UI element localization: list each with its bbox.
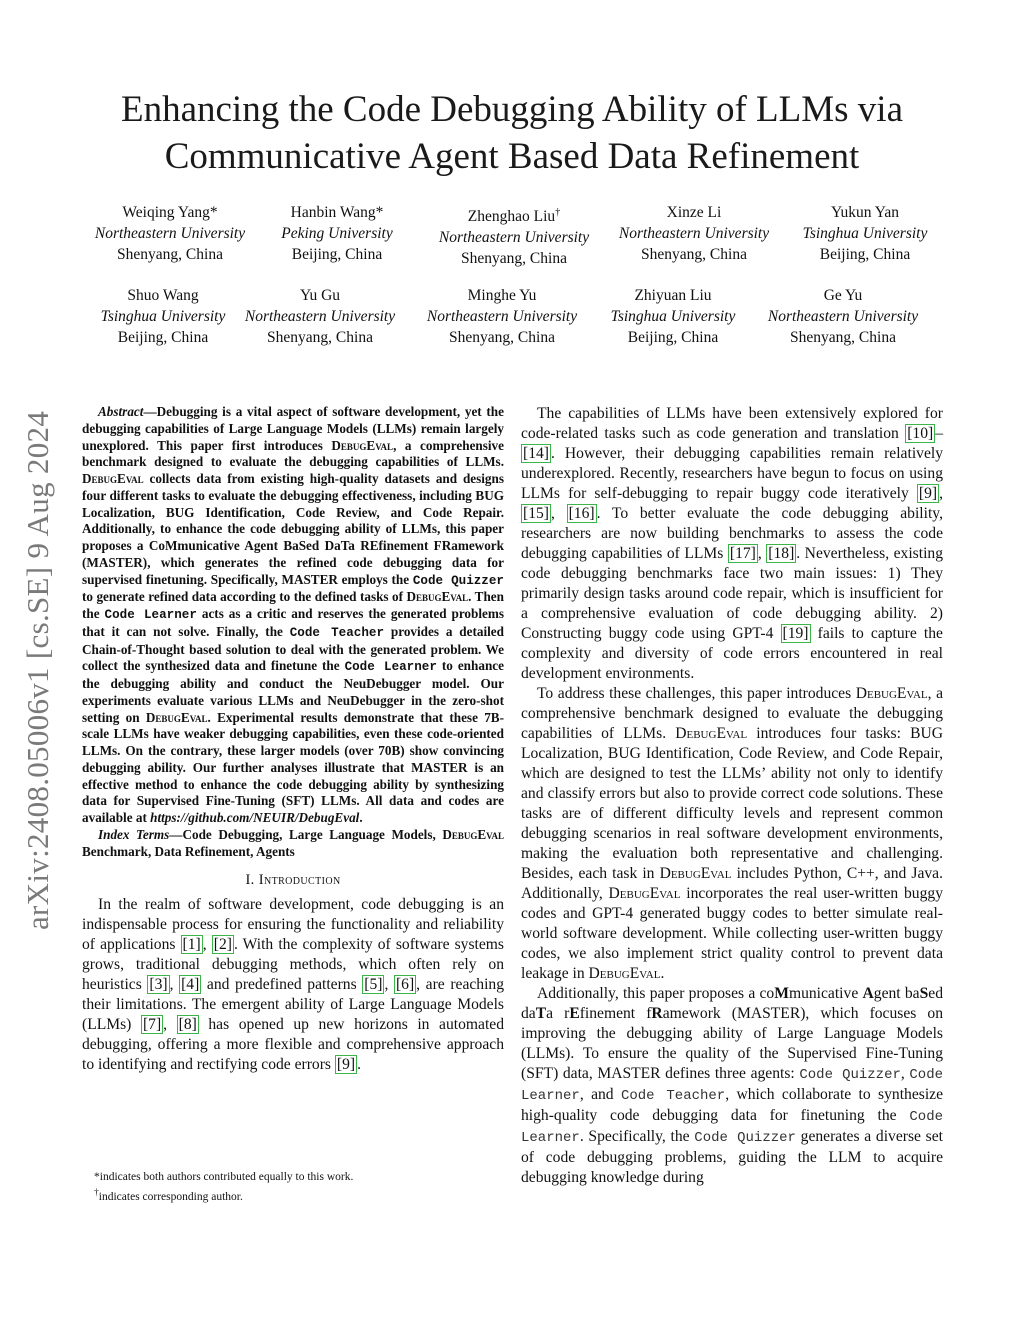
author-name: Minghe Yu [467, 287, 537, 304]
author-location: Beijing, China [627, 329, 719, 346]
author-location: Shenyang, China [117, 246, 223, 263]
author-name: Weiqing Yang* [122, 204, 218, 221]
right-column [521, 404, 943, 1188]
citation[interactable]: [9] [918, 485, 938, 502]
footnote-corresponding: †indicates corresponding author. [94, 1187, 243, 1203]
citation[interactable]: [17] [729, 545, 756, 562]
author-location: Beijing, China [819, 246, 911, 263]
author-location: Shenyang, China [790, 329, 896, 346]
citation[interactable]: [16] [568, 505, 595, 522]
author-location: Shenyang, China [267, 329, 373, 346]
section-heading: I. Introduction [245, 872, 341, 889]
citation[interactable]: [5] [364, 976, 383, 994]
author-name: Zhiyuan Liu [634, 287, 712, 304]
title-line-1: Enhancing the Code Debugging Ability of LLMs via [120, 89, 904, 130]
citation[interactable]: [18] [768, 545, 795, 562]
author-block [583, 285, 763, 348]
author-name: Yu Gu [299, 287, 341, 304]
arxiv-stamp: arXiv:2408.05006v1 [cs.SE] 9 Aug 2024 [20, 410, 55, 930]
intro-paragraph: In the realm of software development, code debugging is an indispensable process for ensuring the functionality and reliability of applications [1] , [2] . With the complexity of software systems grows, traditional debugging methods, which often rely on heuristics [3] , [4] and predefined patterns [5] , [6] , are reaching their limitations. The emergent ability of Large Language Models (LLMs) [7] , [8] has opened up new horizons in automated debugging, offering a more flexible and comprehensive approach to identifying and rectifying code errors [9] . [82, 896, 505, 1074]
author-affiliation: Northeastern University [244, 308, 396, 325]
citation[interactable]: [4] [181, 976, 200, 994]
author-block [604, 202, 784, 265]
author-affiliation: Northeastern University [426, 308, 578, 325]
intro-paragraph: Additionally, this paper proposes a coMmunicative Agent baSed daTa rEfinement fRamework (MASTER), which focuses on improving the debugging ability of Large Language Models (LLMs). To ensure the quality of the Supervised Fine-Tuning (SFT) data, MASTER defines three agents: Code Quizzer, Code Learner, and Code Teacher, which collaborate to synthesize high-quality code debugging data for finetuning the Code Learner. Specifically, the Code Quizzer generates a diverse set of code debugging problems, guiding the LLM to acquire debugging knowledge during [521, 985, 944, 1186]
citation[interactable]: [14] [523, 445, 549, 462]
author-name: Yukun Yan [830, 204, 900, 221]
repo-link[interactable]: https://github.com/NEUIR/DebugEval [150, 810, 360, 825]
corresponding-mark: † [555, 207, 561, 218]
title-line-2: Communicative Agent Based Data Refinement [164, 136, 860, 177]
citation[interactable]: [10] [907, 425, 934, 442]
abstract-label: Abstract [98, 404, 144, 419]
author-block [73, 285, 253, 348]
author-affiliation: Northeastern University [438, 229, 590, 247]
author-affiliation: Tsinghua University [610, 308, 736, 325]
author-name: Hanbin Wang* [290, 204, 384, 221]
author-block [247, 202, 427, 265]
author-location: Shenyang, China [449, 329, 555, 346]
footnote-equal-contribution: *indicates both authors contributed equally to this work. [94, 1171, 354, 1183]
citation[interactable]: [3] [149, 976, 168, 994]
author-block [424, 202, 604, 269]
citation[interactable]: [7] [142, 1016, 162, 1034]
paper-title [60, 86, 964, 180]
author-name: Shuo Wang [127, 287, 199, 304]
citation[interactable]: [15] [523, 505, 549, 522]
intro-paragraph: The capabilities of LLMs have been extensively explored for code-related tasks such as code generation and translation [10] –[14] . However, their debugging capabilities remain relatively underexplored. Recently, researchers have begun to focus on using LLMs for self-debugging to repair buggy code iteratively [9] , [15] , [16] . To better evaluate the code debugging ability, researchers are now building benchmarks to assess the code debugging capabilities of LLMs [17] , [18] . Nevertheless, existing code debugging benchmarks face two main issues: 1) They primarily design tasks around code repair, which is insufficient for a comprehensive evaluation of code debugging ability. 2) Constructing buggy code using GPT-4 [19] fails to capture the complexity and diversity of code errors encountered in real development environments. [521, 405, 943, 682]
author-location: Shenyang, China [641, 246, 747, 263]
author-location: Beijing, China [291, 246, 383, 263]
abstract: Abstract—Debugging is a vital aspect of software development, yet the debugging capabilities of Large Language Models (LLMs) remain largely unexplored. This paper first introduces DebugEval, a comprehensive benchmark designed to evaluate the debugging capabilities of LLMs. DebugEval collects data from existing high-quality datasets and designs four different tasks to evaluate the debugging effectiveness, including BUG Localization, BUG Identification, Code Review, and Code Repair. Additionally, to enhance the code debugging ability of LLMs, this paper proposes a CoMmunicative Agent BaSed DaTa REfinement FRamework (MASTER), which generates the refined code debugging data for supervised finetuning. Specifically, MASTER employs the Code Quizzer to generate refined data according to the defined tasks of DebugEval. Then the Code Learner acts as a critic and reserves the generated problems that it can not solve. Finally, the Code Teacher provides a detailed Chain-of-Thought based solution to deal with the generated problem. We collect the synthesized data and finetune the Code Learner to enhance the debugging ability and conduct the NeuDebugger model. Our experiments evaluate various LLMs and NeuDebugger in the zero-shot setting on DebugEval. Experimental results demonstrate that these 7B-scale LLMs have weaker debugging capabilities, even these code-oriented LLMs. On the contrary, these larger models (over 70B) show convincing debugging ability. Our further analyses illustrate that MASTER is an effective method to enhance the code debugging ability by synthesizing data for Supervised Fine-Tuning (SFT) LLMs. All data and codes are available at https://github.com/NEUIR/DebugEval. [82, 404, 505, 825]
author-block [412, 285, 592, 348]
citation[interactable]: [9] [336, 1056, 356, 1074]
author-name: Xinze Li [666, 204, 722, 221]
author-affiliation: Peking University [281, 225, 393, 242]
author-block [753, 285, 933, 348]
citation[interactable]: [6] [395, 976, 415, 994]
left-column [82, 404, 504, 1075]
author-block [230, 285, 410, 348]
author-affiliation: Northeastern University [767, 308, 919, 325]
citation[interactable]: [8] [178, 1016, 197, 1034]
author-affiliation: Tsinghua University [100, 308, 226, 325]
author-location: Shenyang, China [461, 250, 567, 268]
author-location: Beijing, China [117, 329, 209, 346]
citation[interactable]: [1] [182, 936, 201, 954]
author-name: Zhenghao Liu† [467, 207, 561, 226]
author-affiliation: Tsinghua University [802, 225, 928, 242]
author-affiliation: Northeastern University [618, 225, 770, 242]
author-block [775, 202, 955, 265]
intro-paragraph: To address these challenges, this paper introduces DebugEval, a comprehensive benchmark designed to evaluate the debugging capabilities of LLMs. DebugEval introduces four tasks: BUG Localization, BUG Identification, Code Review, and Code Repair, which are designed to test the LLMs’ ability not only to identify and classify errors but also to provide correct code solutions. These tasks are of different difficulty levels and represent common debugging scenarios in real software development environments, making the evaluation both representative and challenging. Besides, each task in DebugEval includes Python, C++, and Java. Additionally, DebugEval incorporates the real user-written buggy codes and GPT-4 generated buggy codes to better simulate real-world software development. While collecting user-written buggy codes, we also implement strict quality control to prevent data leakage in DebugEval. [521, 685, 944, 982]
citation[interactable]: [2] [213, 936, 232, 954]
author-block [80, 202, 260, 265]
authors-row-2 [80, 285, 950, 355]
citation[interactable]: [19] [782, 625, 809, 642]
footnotes [82, 1170, 504, 1205]
authors-row-1 [80, 202, 950, 272]
author-affiliation: Northeastern University [94, 225, 246, 242]
index-terms: Index Terms—Code Debugging, Large Language Models, DebugEval Benchmark, Data Refinement, Agents [82, 826, 504, 859]
author-name: Ge Yu [823, 287, 863, 304]
